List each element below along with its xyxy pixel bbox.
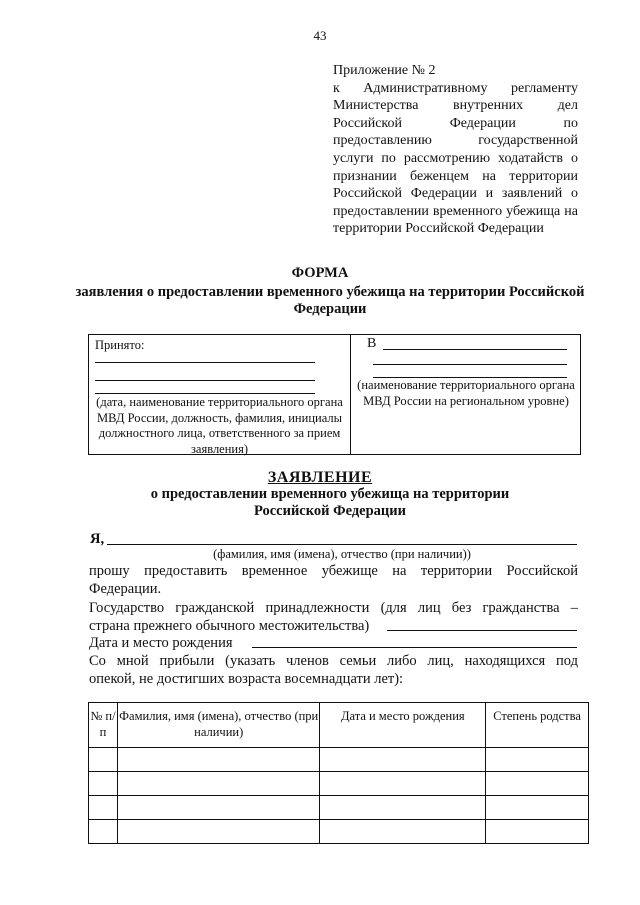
table-cell[interactable] — [117, 748, 320, 772]
page-number: 43 — [313, 28, 327, 43]
received-label: Принято: — [95, 338, 145, 352]
header-name: Фамилия, имя (имена), отчество (при наличии) — [117, 703, 320, 748]
table-row — [89, 748, 589, 772]
table-cell[interactable] — [89, 772, 118, 796]
recipient-label: В — [367, 336, 377, 351]
birth-field[interactable] — [252, 647, 577, 648]
appendix-title: Приложение № 2 — [333, 63, 436, 78]
table-cell[interactable] — [486, 748, 589, 772]
table-row — [89, 820, 589, 844]
request-line-1: прошу предоставить временное убежище на территории Российской — [89, 563, 578, 579]
table-cell[interactable] — [117, 796, 320, 820]
applicant-name-field[interactable] — [107, 544, 577, 545]
form-subtitle: заявления о предоставлении временного убежища на территории Российской Федерации — [75, 284, 585, 317]
family-table — [88, 702, 589, 844]
table-cell[interactable] — [89, 820, 118, 844]
received-box — [88, 334, 581, 455]
header-birth: Дата и место рождения — [320, 703, 486, 748]
table-cell[interactable] — [320, 748, 486, 772]
table-row — [89, 772, 589, 796]
table-cell[interactable] — [486, 796, 589, 820]
citizenship-field[interactable] — [387, 630, 577, 631]
table-cell[interactable] — [117, 820, 320, 844]
citizenship-line-2: страна прежнего обычного местожительства) — [89, 618, 370, 634]
name-caption: (фамилия, имя (имена), отчество (при наличии)) — [213, 547, 471, 561]
recipient-line-1[interactable] — [383, 349, 567, 350]
table-cell[interactable] — [89, 748, 118, 772]
form-title: ФОРМА — [291, 265, 349, 281]
appendix-text: к Административному регламенту Министерства внутренних дел Российской Федерации по предоставлению государственной услуги по рассмотрению ходатайств о признании беженцем на территории Российской Федерации и заявлений о предоставлении временного убежища на территории Российской Федерации — [333, 80, 578, 237]
received-caption: (дата, наименование территориального органа МВД России, должность, фамилия, инициалы должностного лица, ответственного за прием заявления) — [96, 395, 343, 456]
citizenship-line-1: Государство гражданской принадлежности (для лиц без гражданства – — [89, 600, 578, 616]
appendix-block — [333, 62, 578, 238]
header-relation: Степень родства — [486, 703, 589, 748]
family-table-header — [89, 703, 589, 748]
table-cell[interactable] — [320, 796, 486, 820]
table-row — [89, 796, 589, 820]
recipient-caption: (наименование территориального органа МВД России на региональном уровне) — [357, 378, 575, 408]
statement-subtitle: о предоставлении временного убежища на территории Российской Федерации — [150, 486, 510, 519]
family-line-2: опекой, не достигших возраста восемнадцати лет): — [89, 671, 404, 687]
table-cell[interactable] — [320, 820, 486, 844]
family-line-1: Со мной прибыли (указать членов семьи либо лиц, находящихся под — [89, 653, 578, 669]
birth-label: Дата и место рождения — [89, 635, 233, 651]
table-cell[interactable] — [486, 772, 589, 796]
table-cell[interactable] — [486, 820, 589, 844]
table-cell[interactable] — [89, 796, 118, 820]
received-line-1[interactable] — [95, 362, 315, 363]
recipient-line-2[interactable] — [373, 364, 567, 365]
received-line-3[interactable] — [95, 393, 315, 394]
table-cell[interactable] — [117, 772, 320, 796]
statement-title: ЗАЯВЛЕНИЕ — [267, 469, 373, 486]
header-number: № п/п — [89, 703, 118, 748]
received-line-2[interactable] — [95, 380, 315, 381]
table-cell[interactable] — [320, 772, 486, 796]
request-line-2: Федерации. — [89, 581, 162, 597]
i-label: Я, — [90, 531, 105, 547]
